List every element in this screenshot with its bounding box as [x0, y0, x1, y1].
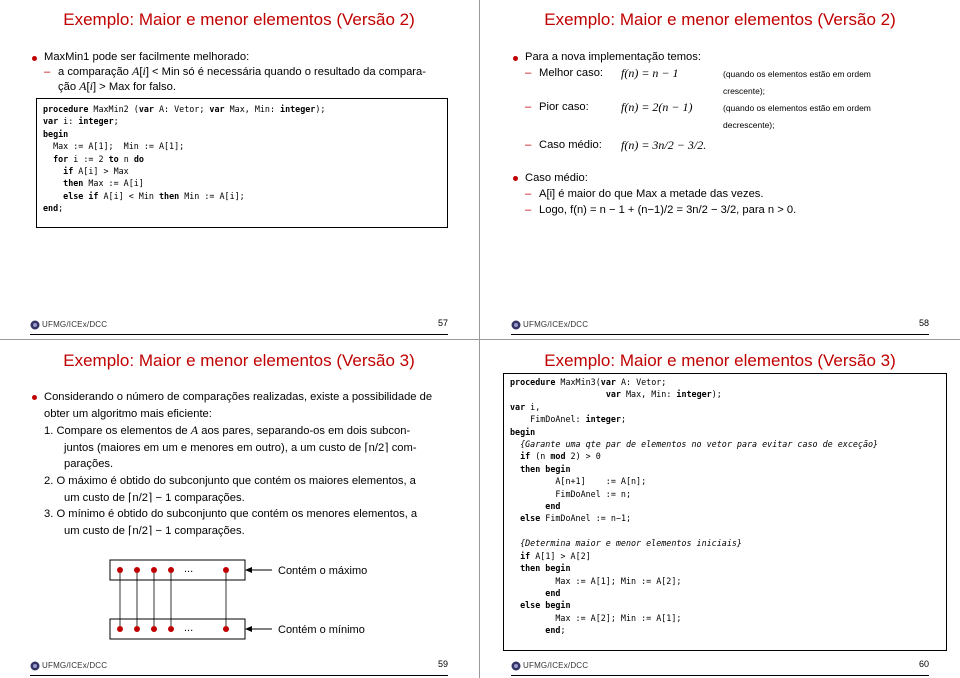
step-1-text: 1. Compare os elementos de A aos pares, separando-os em dois subcon-	[44, 423, 411, 438]
page-number: 57	[437, 318, 448, 328]
slide-title: Exemplo: Maior e menor elementos (Versão 2)	[544, 10, 896, 29]
code-line: begin	[510, 426, 536, 437]
slide-footer	[30, 659, 448, 673]
code-line: for i := 2 to n do	[53, 153, 144, 164]
step-3-text: 3. O mínimo é obtido do subconjunto que contém os menores elementos, a	[44, 508, 418, 521]
institution-label: UFMG/ICEx/DCC	[523, 320, 589, 329]
code-line: var Max, Min: integer);	[605, 389, 722, 400]
bullet-icon	[32, 395, 37, 400]
code-line: end	[545, 501, 561, 512]
average-case-formula: f(n) = 3n/2 − 3/2.	[621, 138, 707, 152]
ellipsis-bottom: ...	[184, 622, 194, 634]
label-min: Contém o mínimo	[278, 624, 365, 636]
institution-label: UFMG/ICEx/DCC	[523, 661, 589, 670]
code-box	[503, 373, 947, 651]
slide-57	[0, 0, 478, 337]
code-line: Max := A[1]; Min := A[2];	[510, 575, 682, 586]
code-line: var i: integer;	[43, 116, 119, 127]
institution-label: UFMG/ICEx/DCC	[42, 320, 108, 329]
code-box	[36, 98, 448, 228]
code-listing	[43, 103, 441, 215]
code-line: else FimDoAnel := n−1;	[520, 513, 632, 524]
footer-rule	[30, 675, 448, 676]
bullet-text: MaxMin1 pode ser facilmente melhorado:	[44, 51, 250, 63]
footer-rule	[511, 675, 929, 676]
code-line: then begin	[520, 463, 571, 474]
code-line: end;	[545, 625, 566, 636]
worst-case-formula: f(n) = 2(n − 1)	[621, 100, 693, 114]
label-max: Contém o máximo	[278, 565, 368, 577]
code-line: else begin	[520, 600, 571, 611]
step-2-text: 2. O máximo é obtido do subconjunto que contém os maiores elementos, a	[44, 474, 416, 487]
code-line: procedure MaxMin2 (var A: Vetor; var Max, Min: integer);	[43, 104, 326, 114]
step-3-text-cont: um custo de ⌈n/2⌉ − 1 comparações.	[64, 524, 245, 537]
code-line: {Garante uma qte par de elementos no vetor para evitar caso de exceção}	[510, 439, 879, 450]
code-line: if A[1] > A[2]	[520, 550, 591, 561]
worst-case-label: – Pior caso:	[525, 101, 589, 113]
arrow-min-head	[245, 626, 252, 632]
best-case-formula: f(n) = n − 1	[621, 66, 679, 80]
slide-title: Exemplo: Maior e menor elementos (Versão 3)	[63, 351, 415, 370]
best-case-label: – Melhor caso:	[525, 67, 604, 79]
bullet-icon	[32, 56, 37, 61]
slide-60	[481, 341, 959, 678]
slide-footer	[511, 318, 929, 332]
pair-lines	[120, 570, 226, 629]
code-line: var i,	[510, 401, 541, 412]
average-detail	[525, 170, 945, 218]
slide-title: Exemplo: Maior e menor elementos (Versão 2)	[63, 10, 415, 29]
sub-item-text: – a comparação A[i] < Min só é necessária quando o resultado da compara-	[44, 64, 426, 78]
bullet-icon	[513, 176, 518, 181]
slide-text	[525, 50, 945, 64]
average-case-label: – Caso médio:	[525, 139, 602, 151]
code-line: {Determina maior e menor elementos iniciais}	[510, 538, 742, 549]
code-line: FimDoAnel := n;	[510, 488, 632, 499]
code-line: Max := A[2]; Min := A[1];	[510, 612, 682, 623]
page-number: 59	[437, 659, 448, 669]
code-line: A[n+1] := A[n];	[510, 476, 647, 487]
element-dots	[117, 567, 229, 632]
code-listing	[510, 376, 940, 637]
ufmg-logo-icon	[30, 661, 40, 671]
page-number: 60	[918, 659, 929, 669]
code-line: then Max := A[i]	[63, 178, 144, 189]
footer-rule	[511, 334, 929, 335]
slide-59	[0, 341, 478, 678]
footer-rule	[30, 334, 448, 335]
code-line: begin	[43, 128, 69, 139]
pairing-diagram	[100, 546, 440, 641]
step-1-text-cont: juntos (maiores em um e menores em outro), a um custo de ⌈n/2⌉ com-	[64, 441, 417, 454]
bullet-icon	[513, 56, 518, 61]
ufmg-logo-icon	[30, 320, 40, 330]
step-1-text-end: parações.	[64, 458, 114, 471]
bullet-text: Caso médio:	[525, 172, 588, 184]
arrow-max-head	[245, 567, 252, 573]
ellipsis-top: ...	[184, 563, 194, 575]
slide-text	[44, 389, 454, 539]
page-number: 58	[918, 318, 929, 328]
best-case-note: (quando os elementos estão em ordem crescente);	[723, 69, 871, 96]
institution-label: UFMG/ICEx/DCC	[42, 661, 108, 670]
sub-item-text: – Logo, f(n) = n − 1 + (n−1)/2 = 3n/2 − 3/2, para n > 0.	[525, 204, 797, 216]
code-line: if (n mod 2) > 0	[520, 451, 601, 462]
code-line: else if A[i] < Min then Min := A[i];	[63, 190, 245, 201]
code-line: end	[545, 587, 561, 598]
slide-58	[481, 0, 959, 337]
slide-footer	[30, 318, 448, 332]
code-line: FimDoAnel: integer;	[510, 414, 626, 425]
bullet-text: Para a nova implementação temos:	[525, 51, 701, 63]
ufmg-logo-icon	[511, 661, 521, 671]
ufmg-logo-icon	[511, 320, 521, 330]
code-line: if A[i] > Max	[63, 166, 129, 177]
code-line: then begin	[520, 563, 571, 574]
step-2-text-cont: um custo de ⌈n/2⌉ − 1 comparações.	[64, 491, 245, 504]
slide-text	[44, 50, 454, 94]
horizontal-divider	[0, 339, 960, 340]
slide-footer	[511, 659, 929, 673]
sub-item-text-cont: ção A[i] > Max for falso.	[58, 79, 176, 93]
worst-case-note: (quando os elementos estão em ordem decrescente);	[723, 103, 871, 130]
sub-item-text: – A[i] é maior do que Max a metade das vezes.	[525, 188, 764, 200]
code-line: Max := A[1]; Min := A[1];	[43, 141, 185, 152]
code-line	[510, 525, 940, 537]
slide-title: Exemplo: Maior e menor elementos (Versão 3)	[544, 351, 896, 370]
intro-text: Considerando o número de comparações realizadas, existe a possibilidade de obter um algoritmo mais eficiente:	[44, 391, 433, 420]
code-line: procedure MaxMin3(var A: Vetor;	[510, 377, 667, 387]
code-line: end;	[43, 203, 64, 214]
